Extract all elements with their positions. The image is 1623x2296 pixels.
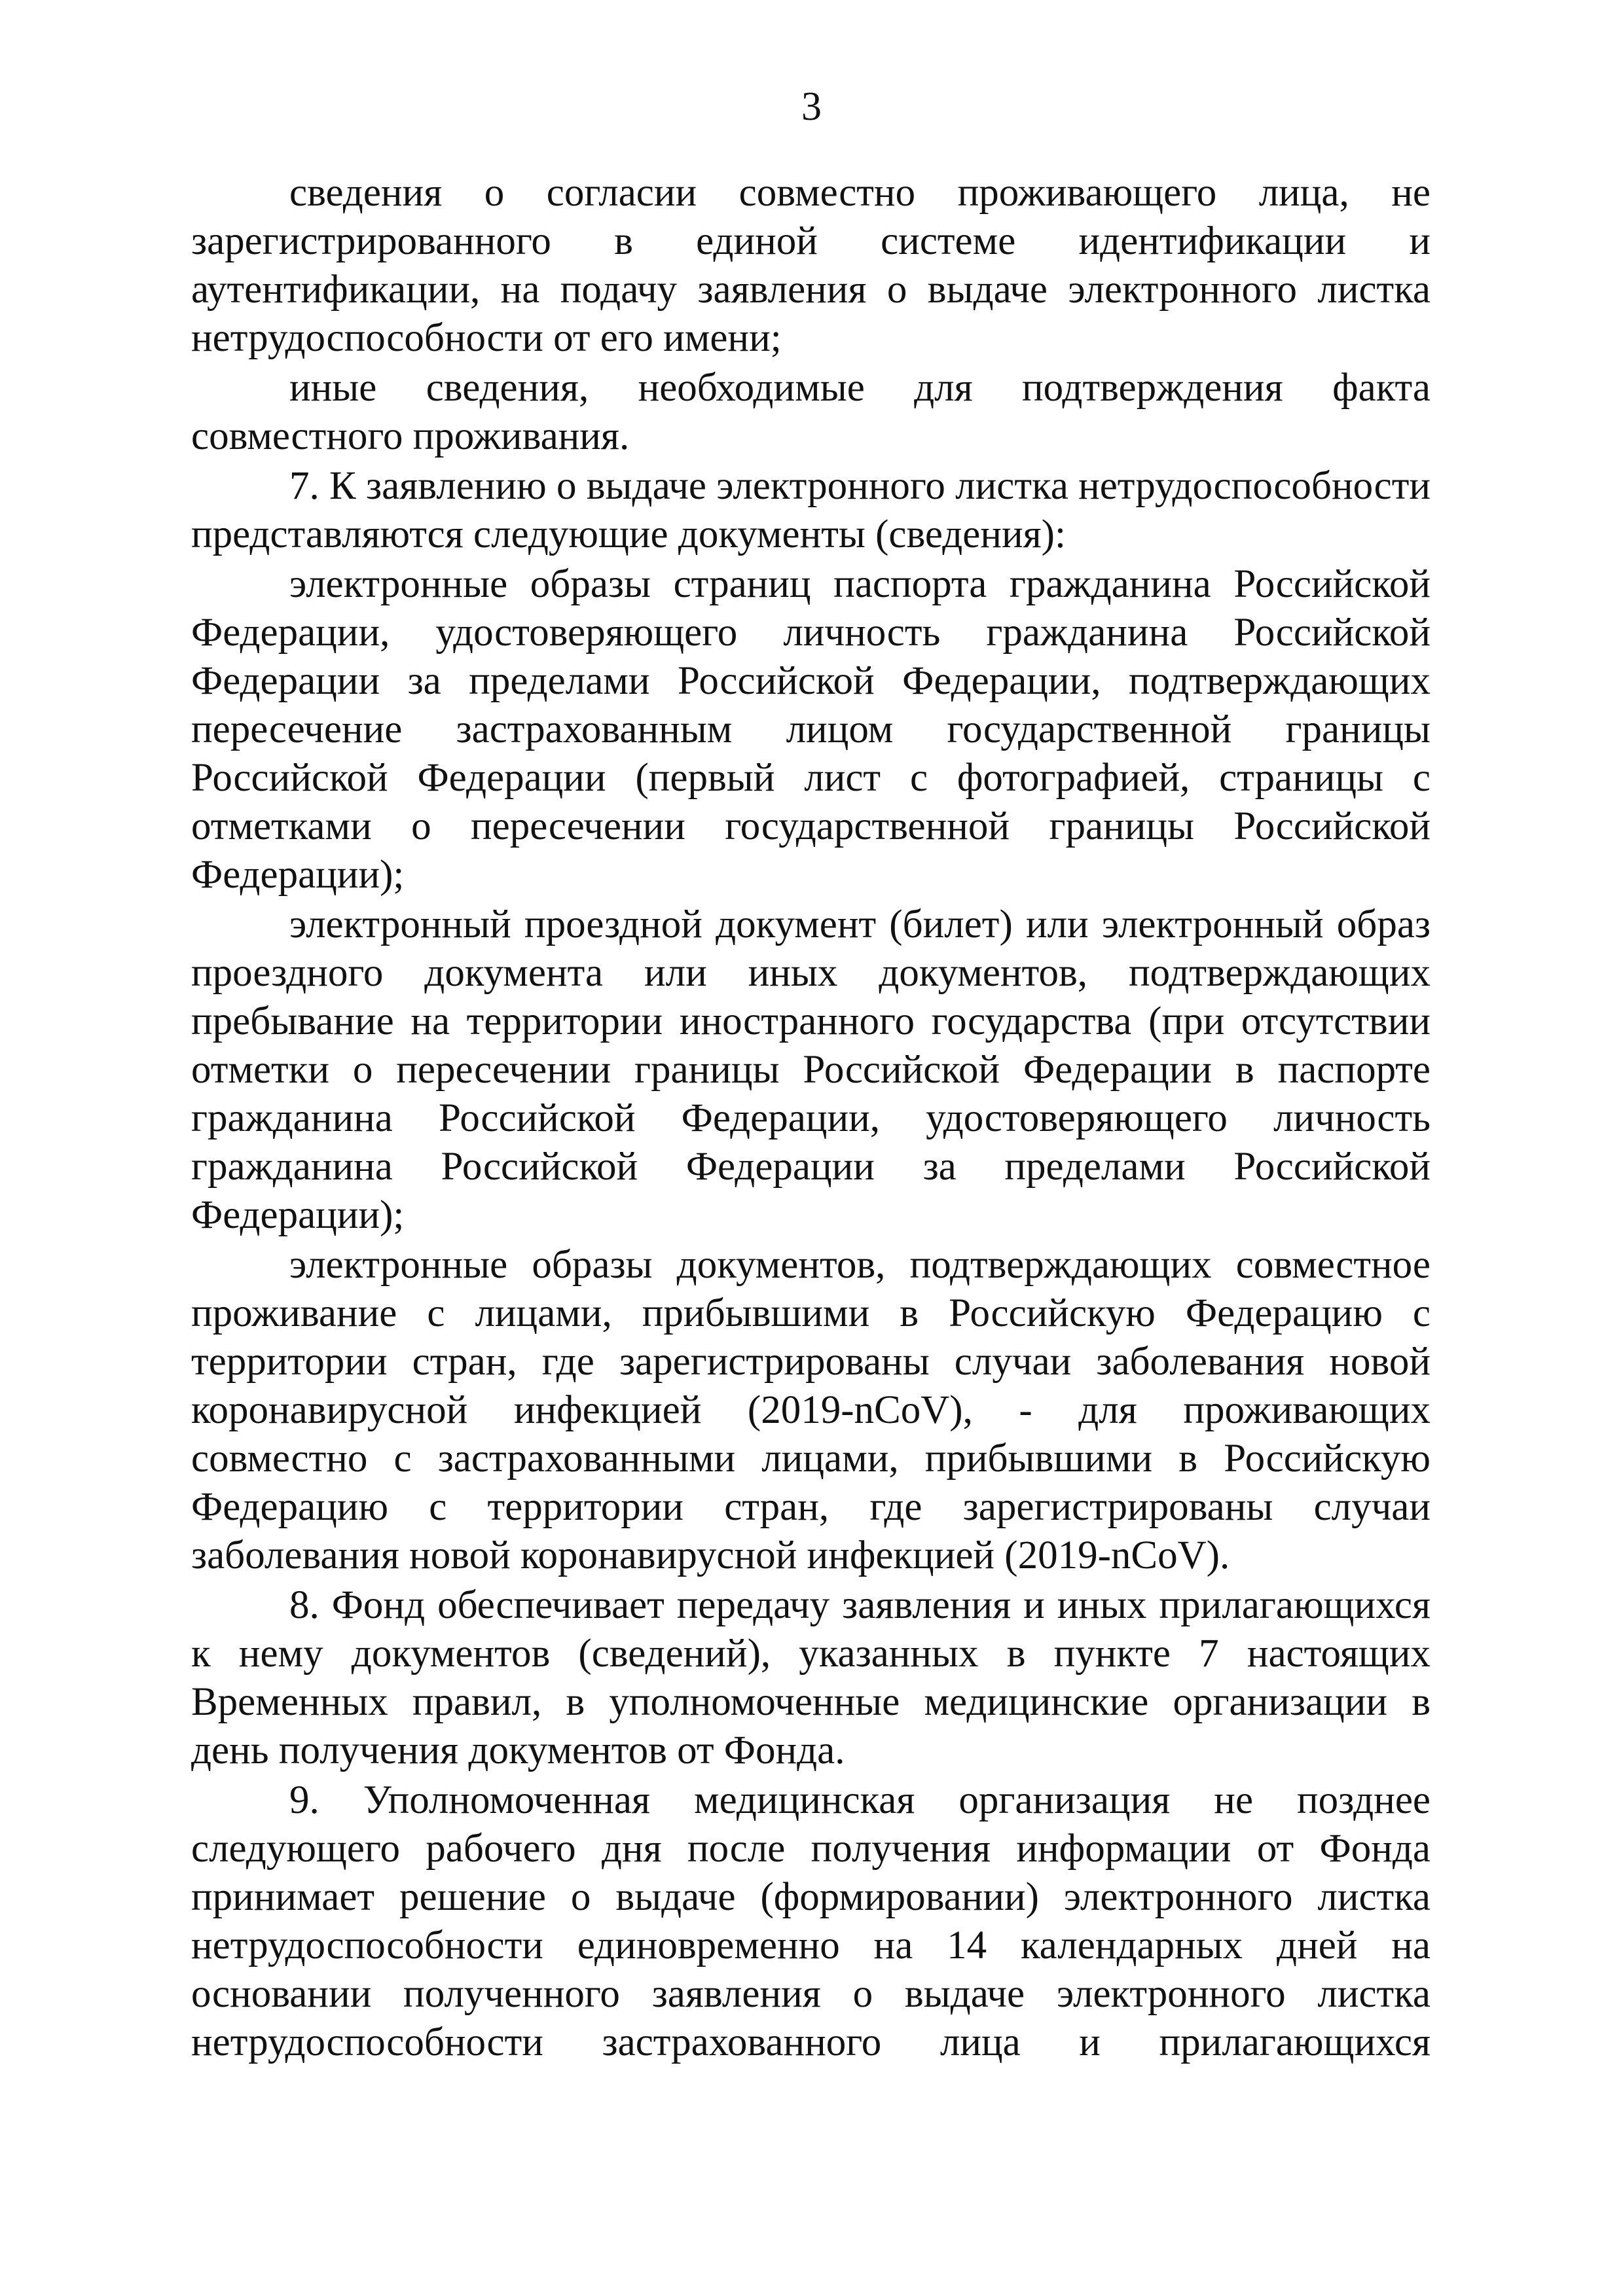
page-number: 3 (801, 84, 822, 129)
document-body (191, 169, 1431, 2068)
paragraph-item-8: 8. Фонд обеспечивает передачу заявления и иных прилагающихся к нему документов (сведений), указанных в пункте 7 настоящих Временных правил, в уполномоченные медицинские организации в день получения документов от Фонда. (191, 1583, 1431, 1772)
paragraph-passport-images: электронные образы страниц паспорта гражданина Российской Федерации, удостоверяющего личность гражданина Российской Федерации за пределами Российской Федерации, подтверждающих пересечение застрахованным лицом государственной границы Российской Федерации (первый лист с фотографией, страницы с отметками о пересечении государственной границы Российской Федерации); (191, 562, 1431, 897)
paragraph-travel-document: электронный проездной документ (билет) или электронный образ проездного документа или иных документов, подтверждающих пребывание на территории иностранного государства (при отсутствии отметки о пересечении границы Российской Федерации в паспорте гражданина Российской Федерации, удостоверяющего личность гражданина Российской Федерации за пределами Российской Федерации); (191, 903, 1431, 1237)
paragraph-other-info: иные сведения, необходимые для подтверждения факта совместного проживания. (191, 366, 1431, 458)
paragraph-cohabitation-documents: электронные образы документов, подтверждающих совместное проживание с лицами, прибывшими в Российскую Федерацию с территории стран, где зарегистрированы случаи заболевания новой коронавирусной инфекцией (2019-nCoV), - для проживающих совместно с застрахованными лицами, прибывшими в Российскую Федерацию с территории стран, где зарегистрированы случаи заболевания новой коронавирусной инфекцией (2019-nCoV). (191, 1243, 1431, 1577)
paragraph-item-9: 9. Уполномоченная медицинская организация не позднее следующего рабочего дня после получения информации от Фонда принимает решение о выдаче (формировании) электронного листка нетрудоспособности единовременно на 14 календарных дней на основании полученного заявления о выдаче электронного листка нетрудоспособности застрахованного лица и прилагающихся (191, 1778, 1431, 2064)
paragraph-consent-info: сведения о согласии совместно проживающего лица, не зарегистрированного в единой системе идентификации и аутентификации, на подачу заявления о выдаче электронного листка нетрудоспособности от его имени; (191, 171, 1431, 360)
paragraph-item-7: 7. К заявлению о выдаче электронного листка нетрудоспособности представляются следующие документы (сведения): (191, 464, 1431, 556)
